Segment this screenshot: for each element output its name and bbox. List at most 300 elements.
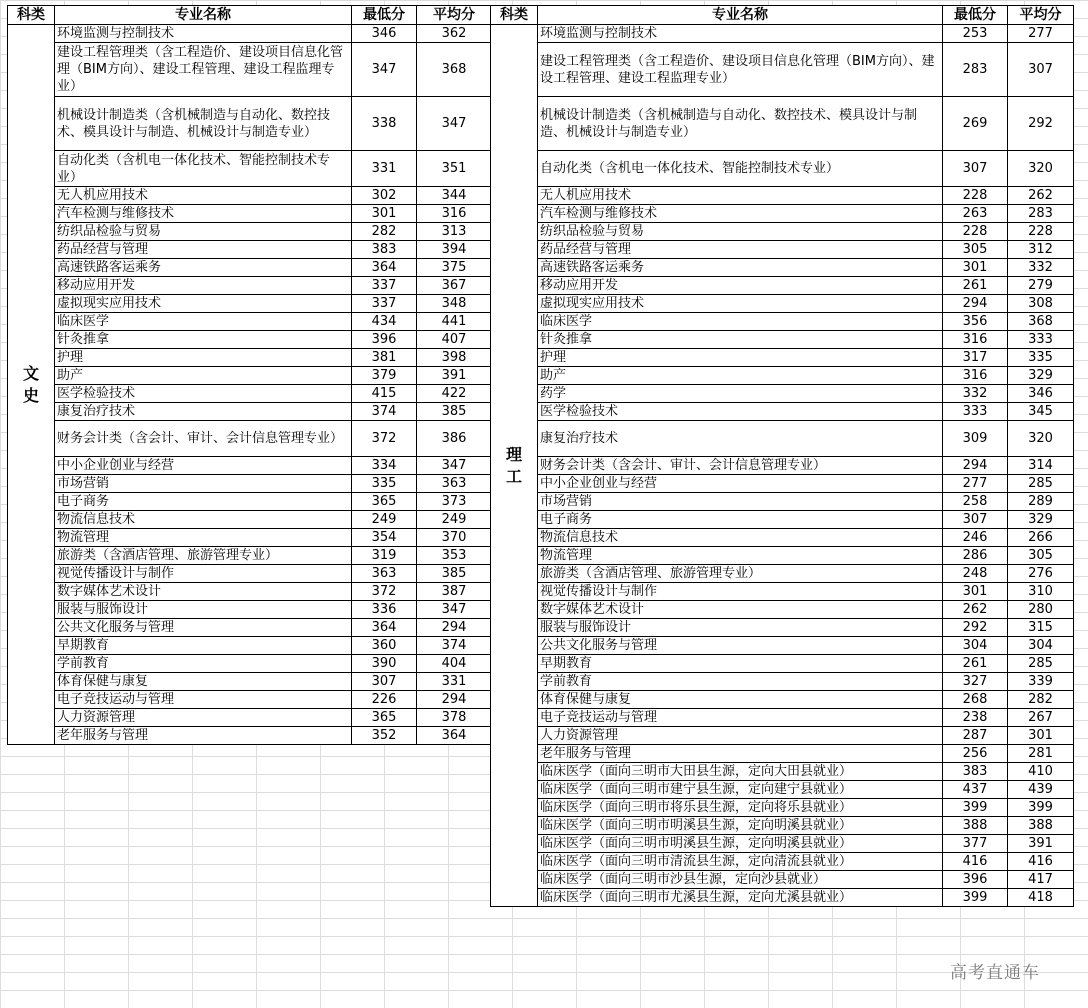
major-name-cell: 药品经营与管理 bbox=[538, 241, 943, 259]
table-row bbox=[8, 205, 492, 223]
avg-score-cell: 347 bbox=[417, 601, 492, 619]
major-name-cell: 电子商务 bbox=[55, 493, 352, 511]
table-row bbox=[491, 385, 1074, 403]
min-score-cell: 356 bbox=[943, 313, 1008, 331]
major-name-cell: 电子竞技运动与管理 bbox=[538, 709, 943, 727]
avg-score-cell: 386 bbox=[417, 421, 492, 457]
table-row bbox=[8, 673, 492, 691]
header-major: 专业名称 bbox=[538, 6, 943, 25]
avg-score-cell: 388 bbox=[1008, 817, 1074, 835]
table-row bbox=[491, 817, 1074, 835]
table-row bbox=[491, 331, 1074, 349]
avg-score-cell: 305 bbox=[1008, 547, 1074, 565]
header-min-score: 最低分 bbox=[352, 6, 417, 25]
avg-score-cell: 441 bbox=[417, 313, 492, 331]
table-row bbox=[8, 565, 492, 583]
min-score-cell: 261 bbox=[943, 655, 1008, 673]
min-score-cell: 307 bbox=[943, 511, 1008, 529]
major-name-cell: 高速铁路客运乘务 bbox=[538, 259, 943, 277]
table-row bbox=[8, 403, 492, 421]
category-cell bbox=[8, 25, 55, 745]
avg-score-cell: 375 bbox=[417, 259, 492, 277]
avg-score-cell: 283 bbox=[1008, 205, 1074, 223]
table-row bbox=[491, 745, 1074, 763]
table-row bbox=[491, 889, 1074, 907]
major-name-cell: 临床医学（面向三明市明溪县生源，定向明溪县就业） bbox=[538, 835, 943, 853]
avg-score-cell: 276 bbox=[1008, 565, 1074, 583]
table-row bbox=[491, 277, 1074, 295]
major-name-cell: 虚拟现实应用技术 bbox=[55, 295, 352, 313]
min-score-cell: 437 bbox=[943, 781, 1008, 799]
major-name-cell: 体育保健与康复 bbox=[538, 691, 943, 709]
major-name-cell: 建设工程管理类（含工程造价、建设项目信息化管理（BIM方向）、建设工程管理、建设工程监理专业） bbox=[55, 43, 352, 97]
avg-score-cell: 344 bbox=[417, 187, 492, 205]
table-row bbox=[8, 655, 492, 673]
avg-score-cell: 315 bbox=[1008, 619, 1074, 637]
avg-score-cell: 267 bbox=[1008, 709, 1074, 727]
min-score-cell: 262 bbox=[943, 601, 1008, 619]
min-score-cell: 258 bbox=[943, 493, 1008, 511]
table-row bbox=[491, 25, 1074, 43]
major-name-cell: 自动化类（含机电一体化技术、智能控制技术专业） bbox=[538, 151, 943, 187]
major-name-cell: 药品经营与管理 bbox=[55, 241, 352, 259]
table-row bbox=[491, 187, 1074, 205]
avg-score-cell: 292 bbox=[1008, 97, 1074, 151]
table-row bbox=[491, 295, 1074, 313]
table-row bbox=[491, 781, 1074, 799]
table-row bbox=[491, 97, 1074, 151]
min-score-cell: 337 bbox=[352, 277, 417, 295]
min-score-cell: 372 bbox=[352, 421, 417, 457]
min-score-cell: 352 bbox=[352, 727, 417, 745]
table-row bbox=[8, 691, 492, 709]
avg-score-cell: 314 bbox=[1008, 457, 1074, 475]
min-score-cell: 388 bbox=[943, 817, 1008, 835]
major-name-cell: 纺织品检验与贸易 bbox=[538, 223, 943, 241]
avg-score-cell: 367 bbox=[417, 277, 492, 295]
major-name-cell: 人力资源管理 bbox=[538, 727, 943, 745]
avg-score-cell: 301 bbox=[1008, 727, 1074, 745]
table-row bbox=[491, 511, 1074, 529]
min-score-cell: 379 bbox=[352, 367, 417, 385]
major-name-cell: 体育保健与康复 bbox=[55, 673, 352, 691]
major-name-cell: 机械设计制造类（含机械制造与自动化、数控技术、模具设计与制造、机械设计与制造专业） bbox=[538, 97, 943, 151]
category-label: 文史 bbox=[23, 363, 40, 405]
table-row bbox=[491, 565, 1074, 583]
table-row bbox=[491, 259, 1074, 277]
avg-score-cell: 398 bbox=[417, 349, 492, 367]
table-row bbox=[8, 259, 492, 277]
avg-score-cell: 333 bbox=[1008, 331, 1074, 349]
table-row bbox=[491, 853, 1074, 871]
min-score-cell: 354 bbox=[352, 529, 417, 547]
header-avg-score: 平均分 bbox=[417, 6, 492, 25]
avg-score-cell: 385 bbox=[417, 565, 492, 583]
table-row bbox=[8, 277, 492, 295]
avg-score-cell: 329 bbox=[1008, 367, 1074, 385]
major-name-cell: 学前教育 bbox=[55, 655, 352, 673]
major-name-cell: 环境监测与控制技术 bbox=[55, 25, 352, 43]
major-name-cell: 电子竞技运动与管理 bbox=[55, 691, 352, 709]
table-row bbox=[8, 151, 492, 187]
major-name-cell: 移动应用开发 bbox=[55, 277, 352, 295]
table-row bbox=[491, 547, 1074, 565]
major-name-cell: 医学检验技术 bbox=[55, 385, 352, 403]
avg-score-cell: 262 bbox=[1008, 187, 1074, 205]
major-name-cell: 数字媒体艺术设计 bbox=[538, 601, 943, 619]
major-name-cell: 无人机应用技术 bbox=[538, 187, 943, 205]
major-name-cell: 早期教育 bbox=[55, 637, 352, 655]
major-name-cell: 临床医学 bbox=[538, 313, 943, 331]
avg-score-cell: 316 bbox=[417, 205, 492, 223]
major-name-cell: 服装与服饰设计 bbox=[538, 619, 943, 637]
major-name-cell: 财务会计类（含会计、审计、会计信息管理专业） bbox=[538, 457, 943, 475]
table-row bbox=[8, 43, 492, 97]
table-row bbox=[491, 709, 1074, 727]
category-label: 理工 bbox=[506, 444, 523, 486]
min-score-cell: 434 bbox=[352, 313, 417, 331]
major-name-cell: 财务会计类（含会计、审计、会计信息管理专业） bbox=[55, 421, 352, 457]
min-score-cell: 336 bbox=[352, 601, 417, 619]
major-name-cell: 公共文化服务与管理 bbox=[55, 619, 352, 637]
table-row bbox=[8, 601, 492, 619]
avg-score-cell: 277 bbox=[1008, 25, 1074, 43]
min-score-cell: 304 bbox=[943, 637, 1008, 655]
major-name-cell: 汽车检测与维修技术 bbox=[55, 205, 352, 223]
min-score-cell: 292 bbox=[943, 619, 1008, 637]
min-score-cell: 301 bbox=[943, 583, 1008, 601]
table-row bbox=[491, 691, 1074, 709]
major-name-cell: 中小企业创业与经营 bbox=[55, 457, 352, 475]
table-row bbox=[491, 493, 1074, 511]
min-score-cell: 333 bbox=[943, 403, 1008, 421]
avg-score-cell: 394 bbox=[417, 241, 492, 259]
major-name-cell: 服装与服饰设计 bbox=[55, 601, 352, 619]
min-score-cell: 246 bbox=[943, 529, 1008, 547]
major-name-cell: 物流信息技术 bbox=[55, 511, 352, 529]
table-row bbox=[8, 331, 492, 349]
table-row bbox=[491, 241, 1074, 259]
major-name-cell: 自动化类（含机电一体化技术、智能控制技术专业） bbox=[55, 151, 352, 187]
min-score-cell: 396 bbox=[943, 871, 1008, 889]
avg-score-cell: 285 bbox=[1008, 475, 1074, 493]
min-score-cell: 347 bbox=[352, 43, 417, 97]
table-row bbox=[8, 727, 492, 745]
min-score-cell: 301 bbox=[943, 259, 1008, 277]
header-major: 专业名称 bbox=[55, 6, 352, 25]
min-score-cell: 415 bbox=[352, 385, 417, 403]
table-row bbox=[8, 583, 492, 601]
min-score-cell: 228 bbox=[943, 187, 1008, 205]
avg-score-cell: 362 bbox=[417, 25, 492, 43]
major-name-cell: 老年服务与管理 bbox=[55, 727, 352, 745]
avg-score-cell: 331 bbox=[417, 673, 492, 691]
major-name-cell: 中小企业创业与经营 bbox=[538, 475, 943, 493]
table-header-row bbox=[8, 6, 492, 25]
avg-score-cell: 312 bbox=[1008, 241, 1074, 259]
table-row bbox=[491, 223, 1074, 241]
avg-score-cell: 294 bbox=[417, 691, 492, 709]
table-row bbox=[491, 601, 1074, 619]
major-name-cell: 汽车检测与维修技术 bbox=[538, 205, 943, 223]
avg-score-cell: 339 bbox=[1008, 673, 1074, 691]
avg-score-cell: 418 bbox=[1008, 889, 1074, 907]
major-name-cell: 药学 bbox=[538, 385, 943, 403]
min-score-cell: 305 bbox=[943, 241, 1008, 259]
major-name-cell: 临床医学（面向三明市清流县生源，定向清流县就业） bbox=[538, 853, 943, 871]
avg-score-cell: 282 bbox=[1008, 691, 1074, 709]
avg-score-cell: 320 bbox=[1008, 421, 1074, 457]
table-row bbox=[491, 835, 1074, 853]
avg-score-cell: 373 bbox=[417, 493, 492, 511]
avg-score-cell: 399 bbox=[1008, 799, 1074, 817]
major-name-cell: 临床医学 bbox=[55, 313, 352, 331]
min-score-cell: 377 bbox=[943, 835, 1008, 853]
avg-score-cell: 368 bbox=[417, 43, 492, 97]
avg-score-cell: 266 bbox=[1008, 529, 1074, 547]
major-name-cell: 物流信息技术 bbox=[538, 529, 943, 547]
min-score-cell: 372 bbox=[352, 583, 417, 601]
avg-score-cell: 285 bbox=[1008, 655, 1074, 673]
avg-score-cell: 304 bbox=[1008, 637, 1074, 655]
min-score-cell: 338 bbox=[352, 97, 417, 151]
avg-score-cell: 279 bbox=[1008, 277, 1074, 295]
min-score-cell: 335 bbox=[352, 475, 417, 493]
major-name-cell: 助产 bbox=[538, 367, 943, 385]
major-name-cell: 旅游类（含酒店管理、旅游管理专业） bbox=[55, 547, 352, 565]
avg-score-cell: 391 bbox=[1008, 835, 1074, 853]
avg-score-cell: 368 bbox=[1008, 313, 1074, 331]
table-row bbox=[8, 475, 492, 493]
avg-score-cell: 439 bbox=[1008, 781, 1074, 799]
avg-score-cell: 289 bbox=[1008, 493, 1074, 511]
watermark-text: 高考直通车 bbox=[950, 963, 1040, 983]
major-name-cell: 建设工程管理类（含工程造价、建设项目信息化管理（BIM方向）、建设工程管理、建设工程监理专业） bbox=[538, 43, 943, 97]
min-score-cell: 307 bbox=[943, 151, 1008, 187]
major-name-cell: 数字媒体艺术设计 bbox=[55, 583, 352, 601]
min-score-cell: 294 bbox=[943, 457, 1008, 475]
min-score-cell: 269 bbox=[943, 97, 1008, 151]
min-score-cell: 268 bbox=[943, 691, 1008, 709]
min-score-cell: 286 bbox=[943, 547, 1008, 565]
avg-score-cell: 313 bbox=[417, 223, 492, 241]
min-score-cell: 364 bbox=[352, 619, 417, 637]
min-score-cell: 226 bbox=[352, 691, 417, 709]
header-category: 科类 bbox=[491, 6, 538, 25]
major-name-cell: 临床医学（面向三明市建宁县生源，定向建宁县就业） bbox=[538, 781, 943, 799]
table-row bbox=[491, 421, 1074, 457]
major-name-cell: 物流管理 bbox=[538, 547, 943, 565]
table-row bbox=[491, 151, 1074, 187]
table-row bbox=[8, 313, 492, 331]
table-row bbox=[8, 97, 492, 151]
table-row bbox=[491, 727, 1074, 745]
header-avg-score: 平均分 bbox=[1008, 6, 1074, 25]
major-name-cell: 纺织品检验与贸易 bbox=[55, 223, 352, 241]
min-score-cell: 256 bbox=[943, 745, 1008, 763]
table-row bbox=[491, 655, 1074, 673]
min-score-cell: 381 bbox=[352, 349, 417, 367]
min-score-cell: 337 bbox=[352, 295, 417, 313]
min-score-cell: 307 bbox=[352, 673, 417, 691]
table-row bbox=[491, 763, 1074, 781]
avg-score-cell: 374 bbox=[417, 637, 492, 655]
avg-score-cell: 422 bbox=[417, 385, 492, 403]
avg-score-cell: 387 bbox=[417, 583, 492, 601]
avg-score-cell: 385 bbox=[417, 403, 492, 421]
table-row bbox=[491, 205, 1074, 223]
table-row bbox=[491, 799, 1074, 817]
table-row bbox=[8, 421, 492, 457]
major-name-cell: 康复治疗技术 bbox=[55, 403, 352, 421]
table-row bbox=[8, 637, 492, 655]
min-score-cell: 365 bbox=[352, 709, 417, 727]
category-cell bbox=[491, 25, 538, 907]
table-row bbox=[491, 403, 1074, 421]
major-name-cell: 针灸推拿 bbox=[55, 331, 352, 349]
avg-score-cell: 391 bbox=[417, 367, 492, 385]
table-row bbox=[8, 187, 492, 205]
min-score-cell: 364 bbox=[352, 259, 417, 277]
avg-score-cell: 410 bbox=[1008, 763, 1074, 781]
min-score-cell: 302 bbox=[352, 187, 417, 205]
min-score-cell: 248 bbox=[943, 565, 1008, 583]
table-row bbox=[491, 673, 1074, 691]
major-name-cell: 临床医学（面向三明市明溪县生源，定向明溪县就业） bbox=[538, 817, 943, 835]
min-score-cell: 331 bbox=[352, 151, 417, 187]
major-name-cell: 物流管理 bbox=[55, 529, 352, 547]
major-name-cell: 电子商务 bbox=[538, 511, 943, 529]
min-score-cell: 360 bbox=[352, 637, 417, 655]
major-name-cell: 医学检验技术 bbox=[538, 403, 943, 421]
major-name-cell: 虚拟现实应用技术 bbox=[538, 295, 943, 313]
min-score-cell: 390 bbox=[352, 655, 417, 673]
table-header-row bbox=[491, 6, 1074, 25]
min-score-cell: 317 bbox=[943, 349, 1008, 367]
min-score-cell: 383 bbox=[943, 763, 1008, 781]
min-score-cell: 383 bbox=[352, 241, 417, 259]
avg-score-cell: 347 bbox=[417, 97, 492, 151]
table-row bbox=[491, 583, 1074, 601]
avg-score-cell: 249 bbox=[417, 511, 492, 529]
table-row bbox=[8, 493, 492, 511]
avg-score-cell: 370 bbox=[417, 529, 492, 547]
liberal-arts-score-table bbox=[7, 5, 492, 745]
major-name-cell: 老年服务与管理 bbox=[538, 745, 943, 763]
table-row bbox=[491, 313, 1074, 331]
avg-score-cell: 332 bbox=[1008, 259, 1074, 277]
major-name-cell: 移动应用开发 bbox=[538, 277, 943, 295]
table-row bbox=[8, 511, 492, 529]
major-name-cell: 康复治疗技术 bbox=[538, 421, 943, 457]
table-row bbox=[491, 637, 1074, 655]
min-score-cell: 334 bbox=[352, 457, 417, 475]
major-name-cell: 针灸推拿 bbox=[538, 331, 943, 349]
table-row bbox=[8, 295, 492, 313]
table-row bbox=[491, 43, 1074, 97]
min-score-cell: 282 bbox=[352, 223, 417, 241]
min-score-cell: 249 bbox=[352, 511, 417, 529]
min-score-cell: 319 bbox=[352, 547, 417, 565]
table-row bbox=[8, 457, 492, 475]
min-score-cell: 261 bbox=[943, 277, 1008, 295]
avg-score-cell: 310 bbox=[1008, 583, 1074, 601]
min-score-cell: 316 bbox=[943, 331, 1008, 349]
avg-score-cell: 417 bbox=[1008, 871, 1074, 889]
table-row bbox=[8, 385, 492, 403]
min-score-cell: 399 bbox=[943, 889, 1008, 907]
avg-score-cell: 416 bbox=[1008, 853, 1074, 871]
table-row bbox=[8, 25, 492, 43]
major-name-cell: 护理 bbox=[55, 349, 352, 367]
avg-score-cell: 345 bbox=[1008, 403, 1074, 421]
avg-score-cell: 363 bbox=[417, 475, 492, 493]
min-score-cell: 263 bbox=[943, 205, 1008, 223]
min-score-cell: 396 bbox=[352, 331, 417, 349]
table-row bbox=[491, 529, 1074, 547]
major-name-cell: 临床医学（面向三明市大田县生源，定向大田县就业） bbox=[538, 763, 943, 781]
min-score-cell: 253 bbox=[943, 25, 1008, 43]
table-row bbox=[8, 349, 492, 367]
major-name-cell: 旅游类（含酒店管理、旅游管理专业） bbox=[538, 565, 943, 583]
major-name-cell: 学前教育 bbox=[538, 673, 943, 691]
avg-score-cell: 320 bbox=[1008, 151, 1074, 187]
avg-score-cell: 281 bbox=[1008, 745, 1074, 763]
major-name-cell: 视觉传播设计与制作 bbox=[538, 583, 943, 601]
table-row bbox=[8, 547, 492, 565]
major-name-cell: 市场营销 bbox=[538, 493, 943, 511]
avg-score-cell: 353 bbox=[417, 547, 492, 565]
min-score-cell: 332 bbox=[943, 385, 1008, 403]
major-name-cell: 临床医学（面向三明市将乐县生源，定向将乐县就业） bbox=[538, 799, 943, 817]
avg-score-cell: 346 bbox=[1008, 385, 1074, 403]
min-score-cell: 346 bbox=[352, 25, 417, 43]
table-row bbox=[491, 619, 1074, 637]
avg-score-cell: 228 bbox=[1008, 223, 1074, 241]
min-score-cell: 301 bbox=[352, 205, 417, 223]
major-name-cell: 高速铁路客运乘务 bbox=[55, 259, 352, 277]
avg-score-cell: 407 bbox=[417, 331, 492, 349]
min-score-cell: 399 bbox=[943, 799, 1008, 817]
avg-score-cell: 280 bbox=[1008, 601, 1074, 619]
science-engineering-score-table bbox=[490, 5, 1074, 907]
major-name-cell: 市场营销 bbox=[55, 475, 352, 493]
table-row bbox=[8, 223, 492, 241]
min-score-cell: 365 bbox=[352, 493, 417, 511]
major-name-cell: 公共文化服务与管理 bbox=[538, 637, 943, 655]
min-score-cell: 316 bbox=[943, 367, 1008, 385]
avg-score-cell: 378 bbox=[417, 709, 492, 727]
min-score-cell: 416 bbox=[943, 853, 1008, 871]
min-score-cell: 287 bbox=[943, 727, 1008, 745]
avg-score-cell: 307 bbox=[1008, 43, 1074, 97]
avg-score-cell: 329 bbox=[1008, 511, 1074, 529]
header-min-score: 最低分 bbox=[943, 6, 1008, 25]
table-row bbox=[8, 619, 492, 637]
major-name-cell: 早期教育 bbox=[538, 655, 943, 673]
major-name-cell: 助产 bbox=[55, 367, 352, 385]
table-row bbox=[8, 709, 492, 727]
table-row bbox=[491, 457, 1074, 475]
min-score-cell: 277 bbox=[943, 475, 1008, 493]
major-name-cell: 护理 bbox=[538, 349, 943, 367]
table-row bbox=[8, 241, 492, 259]
min-score-cell: 374 bbox=[352, 403, 417, 421]
avg-score-cell: 351 bbox=[417, 151, 492, 187]
avg-score-cell: 308 bbox=[1008, 295, 1074, 313]
avg-score-cell: 348 bbox=[417, 295, 492, 313]
major-name-cell: 视觉传播设计与制作 bbox=[55, 565, 352, 583]
